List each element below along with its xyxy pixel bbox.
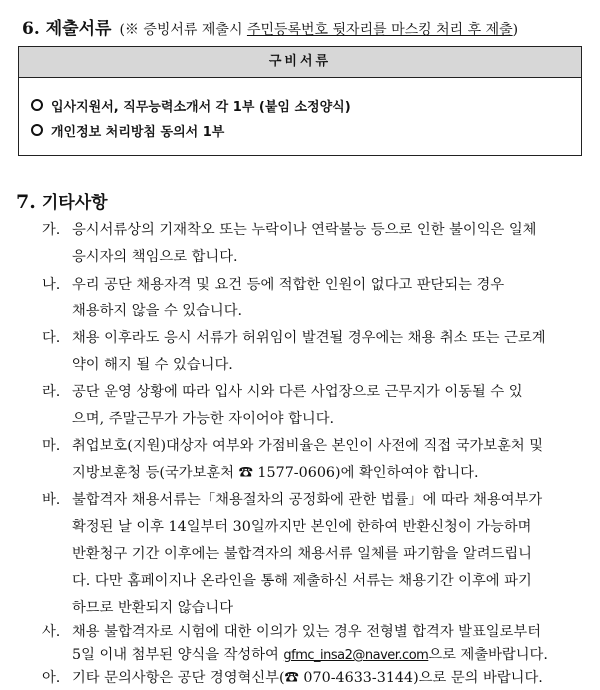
notice-line: 반환청구 기간 이후에는 불합격자의 채용서류 일체를 파기함을 알려드립니: [72, 546, 532, 562]
notice-item: 다. 채용 이후라도 응시 서류가 허위임이 발견될 경우에는 채용 취소 또는 근로계: [42, 330, 546, 346]
section-title: 제출서류: [45, 19, 112, 39]
circle-bullet-icon: [31, 99, 43, 111]
section-title: 기타사항: [41, 193, 108, 213]
section-note: (※ 증빙서류 제출시 주민등록번호 뒷자리를 마스킹 처리 후 제출): [119, 22, 519, 38]
notice-item: 사. 채용 불합격자로 시험에 대한 이의가 있는 경우 전형별 합격자 발표일로부터: [42, 624, 542, 640]
notice-item: 가. 응시서류상의 기재착오 또는 누락이나 연락불능 등으로 인한 불이익은 일체: [42, 222, 537, 238]
notice-line: 5일 이내 첨부된 양식을 작성하여 gfmc_insa2@naver.com으로 제출바랍니다.: [72, 647, 548, 663]
notice-line: 다. 다만 홈페이지나 온라인을 통해 제출하신 서류는 채용기간 이후에 파기: [72, 573, 532, 589]
notice-item: 마. 취업보호(지원)대상자 여부와 가점비율은 본인이 사전에 직접 국가보훈처 및: [42, 438, 544, 454]
notice-item: 라. 공단 운영 상황에 따라 입사 시와 다른 사업장으로 근무지가 이동될 수 있: [42, 384, 523, 400]
email-link[interactable]: gfmc_insa2@naver.com: [283, 648, 429, 663]
circle-bullet-icon: [31, 124, 43, 136]
notice-line: 으며, 주말근무가 가능한 자이어야 합니다.: [72, 411, 335, 427]
notice-item: 바. 불합격자 채용서류는「채용절차의 공정화에 관한 법률」에 따라 채용여부가: [42, 492, 543, 508]
document-item: 입사지원서, 직무능력소개서 각 1부 (붙임 소정양식): [31, 96, 351, 115]
notice-line: 지방보훈청 등(국가보훈처 ☎ 1577-0606)에 확인하여야 합니다.: [72, 465, 479, 481]
notice-item: 아. 기타 문의사항은 공단 경영혁신부(☎ 070-4633-3144)으로 문의 바랍니다.: [42, 670, 543, 686]
table-header: 구비서류: [19, 47, 581, 78]
section-number: 6.: [22, 19, 40, 39]
notice-line: 약이 해지 될 수 있습니다.: [72, 357, 233, 373]
notice-line: 확정된 날 이후 14일부터 30일까지만 본인에 한하여 반환신청이 가능하며: [72, 519, 532, 535]
masking-note: 주민등록번호 뒷자리를 마스킹 처리 후 제출: [246, 22, 513, 38]
notice-line: 응시자의 책임으로 합니다.: [72, 249, 238, 265]
required-documents-table: [18, 46, 582, 156]
section-number: 7.: [16, 191, 36, 213]
document-item: 개인정보 처리방침 동의서 1부: [31, 121, 224, 140]
notice-line: 하므로 반환되지 않습니다: [72, 600, 234, 616]
notice-line: 채용하지 않을 수 있습니다.: [72, 303, 243, 319]
section-6-heading: [22, 14, 518, 39]
notice-item: 나. 우리 공단 채용자격 및 요건 등에 적합한 인원이 없다고 판단되는 경우: [42, 277, 505, 293]
section-7-heading: [16, 188, 108, 213]
